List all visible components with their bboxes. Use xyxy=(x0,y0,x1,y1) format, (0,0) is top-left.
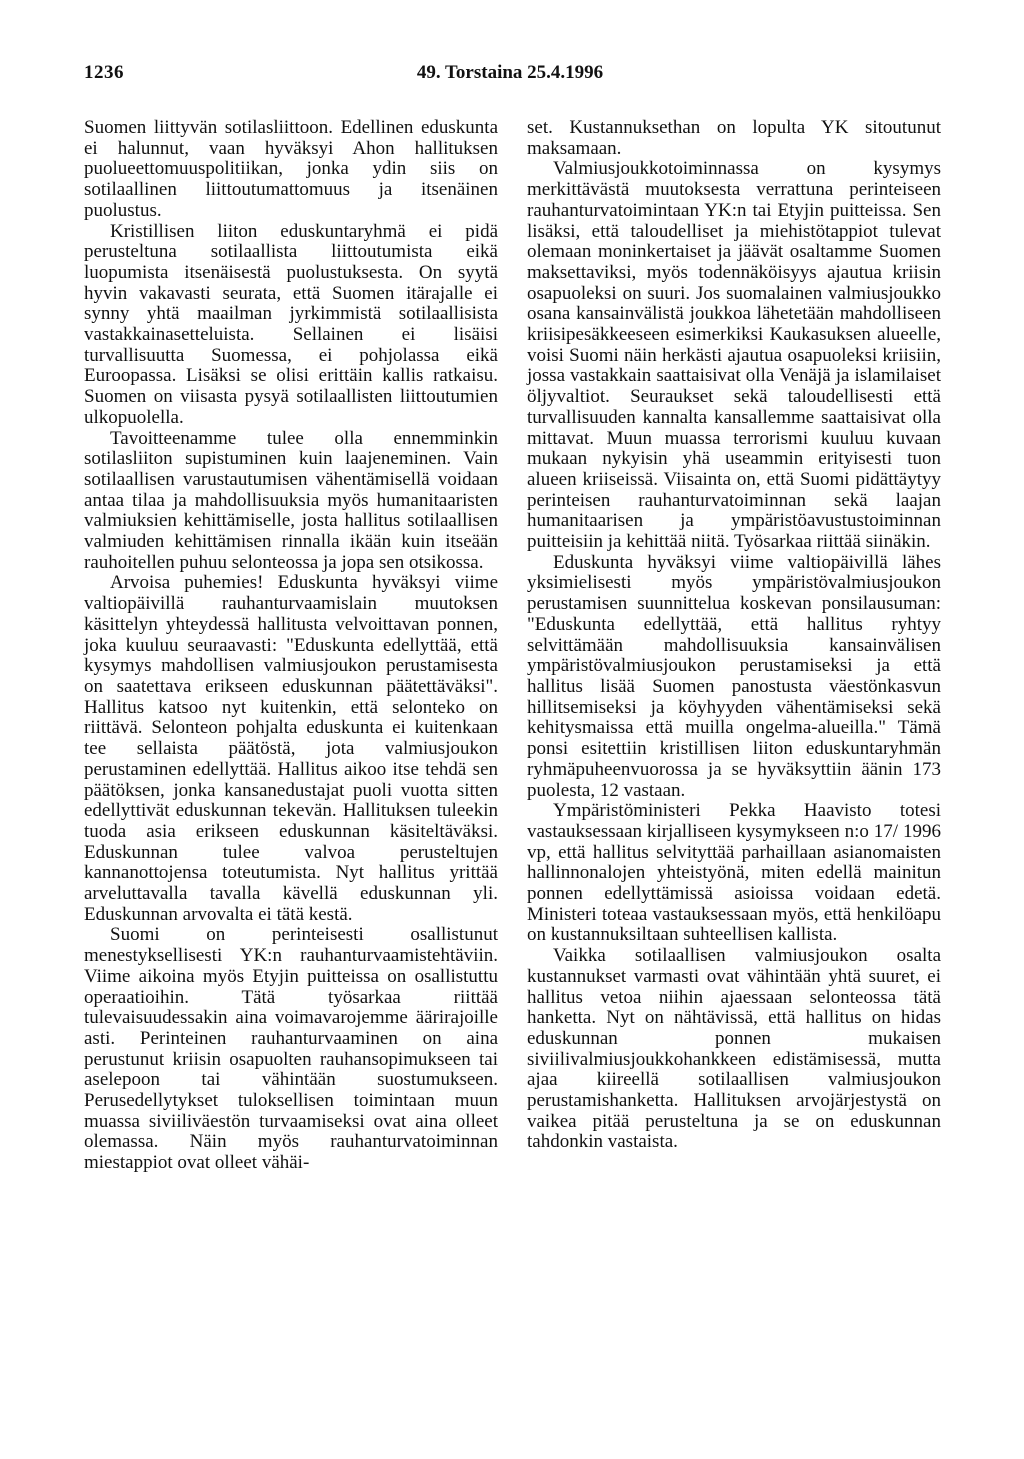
paragraph: Kristillisen liiton eduskuntaryhmä ei pidä perusteltuna sotilaallista liittoutumista eikä luopumista itsenäisestä puolustuksesta. On syytä hyvin vakavasti seurata, että Suomen itärajalle ei synny yhtä maailman jyrkimmistä sotilaallisista vastakkainasetteluista. Sellainen ei lisäisi turvallisuutta Suomessa, ei pohjolassa eikä Euroopassa. Lisäksi se olisi erittäin kallis ratkaisu. Suomen on viisasta pysyä sotilaallisten liittoutumien ulkopuolella. xyxy=(84,220,498,428)
right-column xyxy=(527,118,941,1153)
paragraph: Valmiusjoukkotoiminnassa on kysymys merkittävästä muutoksesta verrattuna perinteiseen rauhanturvatoimintaan YK:n tai Etyjin puitteissa. Sen lisäksi, että taloudelliset ja miehistötappiot tulevat olemaan moninkertaiset ja jäävät osaltamme Suomen maksettaviksi, myös todennäköisyys ajautua kriisin osapuoleksi on suuri. Jos suomalainen valmiusjoukko osana kansainvälistä joukkoa lähetetään mahdolliseen kriisipesäkkeeseen esimerkiksi Kaukasuksen alueelle, voisi Suomi näin herkästi ajautua osapuoleksi kriisiin, jossa vastakkain saattaisivat olla Venäjä ja islamilaiset öljyvaltiot. Seuraukset sekä taloudellisesti että turvallisuuden kannalta kansallemme saattaisivat olla mittavat. Muun muassa terrorismi kuuluu kuvaan mukaan nykyisin yhä useammin erityisesti tuon alueen kriiseissä. Viisainta on, että Suomi pidättäytyy perinteisen rauhanturvatoiminnan sekä laajan humanitaarisen ja ympäristöavustustoiminnan puitteisiin ja kehittää niitä. Työsarkaa riittää siinäkin. xyxy=(527,158,941,553)
paragraph: Tavoitteenamme tulee olla ennemminkin sotilasliiton supistuminen kuin laajeneminen. Vain sotilaallisen varustautumisen vähentämisellä voidaan antaa tilaa ja mahdollisuuksia myös humanitaaristen valmiuksien kehittämiselle, josta hallitus sotilaallisen valmiuden kehittämisen rinnalla ikään kuin itseään rauhoitellen puhuu selonteossa ja jopa sen otsikossa. xyxy=(84,427,498,573)
left-column xyxy=(84,118,498,1174)
issue-title: 49. Torstaina 25.4.1996 xyxy=(416,62,604,83)
paragraph: Vaikka sotilaallisen valmiusjoukon osalta kustannukset varmasti ovat vähintään yhtä suuret, ei hallitus vetoa niihin ajaessaan selonteossa tätä hanketta. Nyt on nähtävissä, että hallitus on hidas eduskunnan ponnen mukaisen siviilivalmiusjoukkohankkeen edistämisessä, mutta ajaa kiireellä sotilaallisen valmiusjoukon perustamishanketta. Hallituksen arvojärjestystä on vaikea pitää perusteltuna ja se on eduskunnan tahdonkin vastaista. xyxy=(527,945,941,1153)
running-header xyxy=(84,62,936,86)
paragraph: Suomi on perinteisesti osallistunut menestyksellisesti YK:n rauhanturvaamistehtäviin. Viime aikoina myös Etyjin puitteissa on osallistuttu operaatioihin. Tätä työsarkaa riittää tulevaisuudessakin aina voimavarojemme äärirajoille asti. Perinteinen rauhanturvaaminen on aina perustunut kriisin osapuolten rauhansopimukseen tai aselepoon tai vähintään suostumukseen. Perusedellytykset tuloksellisen toimintaan muun muassa siviiliväestön turvaamiseksi ovat aina olleet olemassa. Näin myös rauhanturvatoiminnan miestappiot ovat olleet vähäi- xyxy=(84,924,498,1174)
page-number: 1236 xyxy=(84,62,124,83)
paragraph: Eduskunta hyväksyi viime valtiopäivillä lähes yksimielisesti myös ympäristövalmiusjoukon perustamisen suunnittelua koskevan ponsilausuman: "Eduskunta edellyttää, että hallitus ryhtyy selvittämään mahdollisuuksia kansainvälisen ympäristövalmiusjoukon perustamiseksi ja että hallitus lisää Suomen panostusta väestönkasvun hillitsemiseksi ja köyhyyden vähentämiseksi sekä kehitysmaissa että muilla ongelma-alueilla." Tämä ponsi esitettiin kristillisen liiton eduskuntaryhmän ryhmäpuheenvuorossa ja se hyväksyttiin äänin 173 puolesta, 12 vastaan. xyxy=(527,551,941,801)
paragraph: set. Kustannuksethan on lopulta YK sitoutunut maksamaan. xyxy=(527,117,941,159)
paragraph: Ympäristöministeri Pekka Haavisto totesi vastauksessaan kirjalliseen kysymykseen n:o 17/ 1996 vp, että hallitus selvityttää parhaillaan asianomaisten hallinnonalojen yhteistyönä, miten edellä mainitun ponnen edellyttämissä asioissa voidaan edetä. Ministeri toteaa vastauksessaan myös, että henkilöapu on kustannuksiltaan suhteellisen kallista. xyxy=(527,800,941,946)
paragraph: Arvoisa puhemies! Eduskunta hyväksyi viime valtiopäivillä rauhanturvaamislain muutoksen käsittelyn yhteydessä hallitusta velvoittavan ponnen, joka kuuluu seuraavasti: "Eduskunta edellyttää, että kysymys mahdollisen valmiusjoukon perustamisesta on saatettava erikseen eduskunnan päätettäväksi". Hallitus katsoo nyt kuitenkin, että selonteko on riittävä. Selonteon pohjalta eduskunta ei kuitenkaan tee sellaista päätöstä, jota valmiusjoukon perustaminen edellyttää. Hallitus aikoo itse tehdä sen päätöksen, jonka kansanedustajat puoli vuotta sitten edellyttivät eduskunnan tekevän. Hallituksen tuleekin tuoda asia erikseen eduskunnan käsiteltäväksi. Eduskunnan tulee valvoa perusteltujen kannanottojensa toteutumista. Nyt hallitus yrittää arveluttavalla tavalla kävellä eduskunnan yli. Eduskunnan arvovalta ei tätä kestä. xyxy=(84,572,498,925)
paragraph: Suomen liittyvän sotilasliittoon. Edellinen eduskunta ei halunnut, vaan hyväksyi Ahon hallituksen puolueettomuuspolitiikan, jonka ydin siis on sotilaallinen liittoutumattomuus ja itsenäinen puolustus. xyxy=(84,117,498,221)
